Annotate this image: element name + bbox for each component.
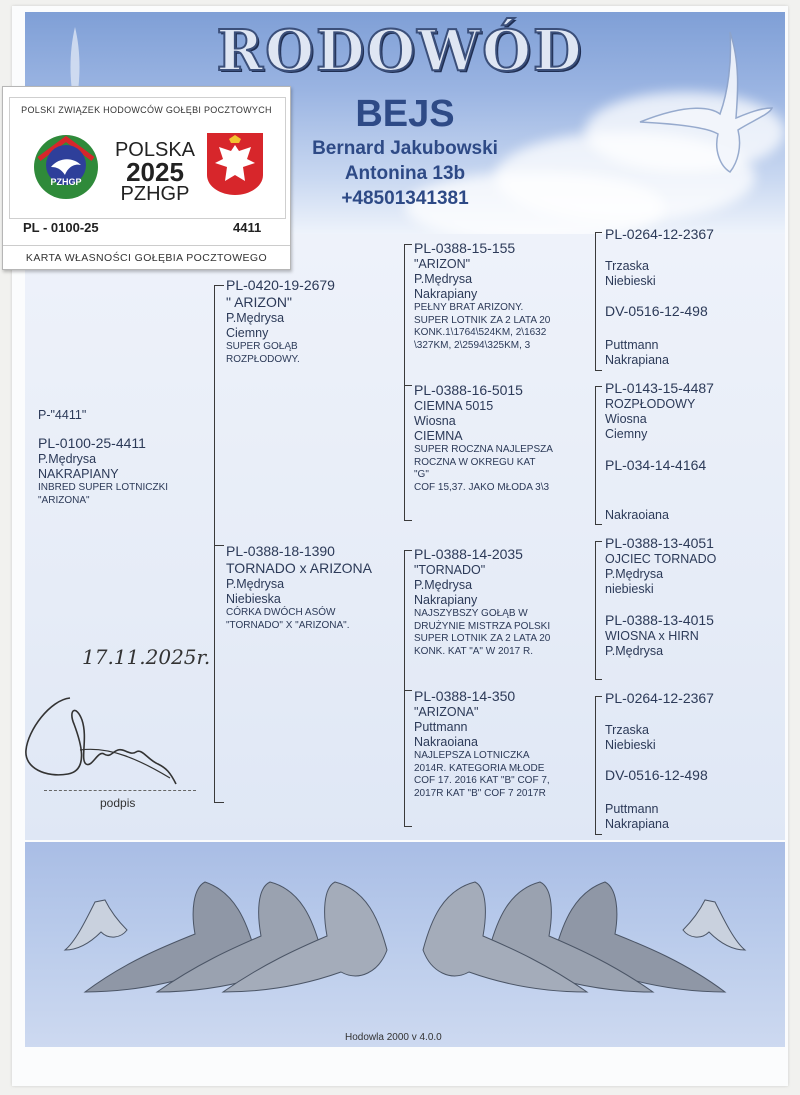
ancestor-note: COF 17. 2016 KAT "B" COF 7, [414,775,550,786]
bracket-line [214,545,224,546]
ancestor-color: Niebieski [605,738,656,752]
ancestor-breeder: P.Mędrysa [414,272,473,286]
gen2-sire-sire [414,240,550,352]
dam-note-2: "TORNADO" X "ARIZONA". [226,619,350,631]
ancestor-breeder: Trzaska [605,723,649,737]
gen2-dam-dam [414,688,550,800]
subject-name: P-"4411" [38,408,87,422]
owner-address: Antonina 13b [344,163,466,184]
bracket-line [595,679,602,680]
sire-note-2: ROZPŁODOWY. [226,353,300,365]
bracket-line [404,244,412,245]
ancestor-note: SUPER ROCZNA NAJLEPSZA [414,444,553,455]
ancestor-color: Ciemny [605,427,648,441]
ancestor-note: PEŁNY BRAT ARIZONY. [414,302,524,313]
card-org: PZHGP [120,183,190,205]
ancestor-color: niebieski [605,582,654,596]
signature-label: podpis [100,796,136,810]
bracket-line [595,386,602,387]
bracket-line [595,834,602,835]
bracket-line [595,232,596,370]
ancestor-color: Nakraoiana [414,735,478,749]
gen3-entry [605,457,706,523]
bracket-line [595,386,596,524]
card-pigeon-number: 4411 [233,220,262,235]
gen3-entry [605,612,714,659]
ancestor-name: "TORNADO" [414,563,486,577]
logo-text: PZHGP [50,177,82,187]
sire-note-1: SUPER GOŁĄB [226,341,298,352]
bracket-line [404,385,412,386]
ancestor-name: "ARIZONA" [414,705,479,719]
bracket-line [595,232,602,233]
gen2-sire-dam [414,382,553,494]
ancestor-note: "G" [414,469,429,480]
owner-phone: +48501341381 [341,188,469,209]
ancestor-ring: PL-0143-15-4487 [605,380,714,396]
ancestor-ring: PL-0388-14-2035 [414,546,523,562]
sire-name: " ARIZON" [226,294,292,310]
subject-note-1: INBRED SUPER LOTNICZKI [38,482,169,493]
dam-ring: PL-0388-18-1390 [226,543,335,559]
gen3-entry [605,690,714,753]
bracket-line [595,541,596,679]
ancestor-note: ROCZNA W OKREGU KAT [414,456,536,468]
sire-entry [226,277,335,366]
gen3-entry [605,380,714,442]
page-title: RODOWÓD [216,18,584,84]
card-ring-number: PL - 0100-25 [23,220,99,235]
ancestor-color: Nakrapiana [605,817,669,831]
ancestor-note: ROZPŁODOWY [605,397,696,411]
signature-icon [20,690,190,790]
ancestor-note: KONK. KAT "A" W 2017 R. [414,645,533,657]
ancestor-note: SUPER LOTNIK ZA 2 LATA 20 [414,314,551,326]
ancestor-note: COF 15,37. JAKO MŁODA 3\3 [414,481,550,493]
bracket-line [404,244,405,521]
ancestor-breeder: P.Mędrysa [605,567,664,581]
dam-breeder: P.Mędrysa [226,577,285,591]
owner-name: Bernard Jakubowski [312,138,498,159]
ancestor-note: NAJLEPSZA LOTNICZKA [414,750,530,761]
ancestor-breeder: Wiosna [605,412,647,426]
ancestor-ring: PL-0264-12-2367 [605,690,714,706]
ancestor-name: "ARIZON" [414,257,471,271]
card-country-block [113,139,197,205]
pzhgp-logo-icon [29,129,103,201]
software-version: Hodowla 2000 v 4.0.0 [345,1032,442,1043]
ancestor-breeder: Puttmann [414,720,468,734]
ownership-card [2,86,291,270]
ancestor-name: CIEMNA 5015 [414,399,494,413]
card-country: POLSKA [114,139,196,161]
gen3-entry [605,767,708,832]
ancestor-breeder: P.Mędrysa [414,578,473,592]
bracket-line [595,696,602,697]
ancestor-ring: PL-0388-15-155 [414,240,516,256]
ancestor-ring: DV-0516-12-498 [605,767,708,783]
ancestor-color: Nakrapiana [605,353,669,367]
breeder-name: BEJS [355,93,455,135]
bracket-line [595,524,602,525]
ancestor-breeder: P.Mędrysa [605,644,664,658]
bracket-line [214,802,224,803]
dam-note-1: CÓRKA DWÓCH ASÓW [226,607,336,618]
flying-pigeon-icon [620,22,780,182]
ancestor-note: 2017R KAT "B" COF 7 2017R [414,787,546,799]
gen3-entry [605,226,714,289]
handwritten-date: 17.11.2025r. [82,645,211,669]
ancestor-ring: PL-0264-12-2367 [605,226,714,242]
card-year: 2025 [126,157,184,187]
sire-breeder: P.Mędrysa [226,311,285,325]
ancestor-color: Niebieski [605,274,656,288]
ancestor-note: OJCIEC TORNADO [605,552,717,566]
ancestor-color: Nakraoiana [605,508,669,522]
breeder-block [280,92,530,211]
ancestor-note: SUPER LOTNIK ZA 2 LATA 20 [414,633,551,644]
ancestor-note: WIOSNA x HIRN [605,629,699,643]
bracket-line [404,690,412,691]
gen2-dam-sire [414,546,550,658]
ancestor-ring: PL-034-14-4164 [605,457,707,473]
pigeon-left-group [65,882,387,992]
bracket-line [404,550,405,827]
dam-color: Niebieska [226,592,281,606]
signature-line [44,790,196,791]
bracket-line [595,696,596,834]
ancestor-breeder: Trzaska [605,259,649,273]
sire-ring: PL-0420-19-2679 [226,277,335,293]
bracket-line [595,541,602,542]
subject-breeder: P.Mędrysa [38,452,97,466]
bracket-line [214,285,224,286]
ancestor-ring: PL-0388-16-5015 [414,382,523,398]
ancestor-color: Nakrapiany [414,593,478,607]
card-association: POLSKI ZWIĄZEK HODOWCÓW GOŁĘBI POCZTOWYCH [21,105,272,115]
subject-note-2: "ARIZONA" [38,494,90,506]
bracket-line [595,370,602,371]
subject-color: NAKRAPIANY [38,467,119,481]
ancestor-breeder: Puttmann [605,802,659,816]
pigeon-right-group [423,882,745,992]
ancestor-color: CIEMNA [414,429,463,443]
gen3-entry [605,303,708,368]
subject-pigeon [38,408,168,507]
ancestor-note: \327KM, 2\2594\325KM, 3 [414,339,531,351]
card-footer: KARTA WŁASNOŚCI GOŁĘBIA POCZTOWEGO [3,245,290,264]
dam-entry [226,543,372,632]
ancestor-ring: DV-0516-12-498 [605,303,708,319]
bracket-line [214,285,215,802]
ancestor-ring: PL-0388-13-4051 [605,535,714,551]
gen3-entry [605,535,716,597]
subject-ring: PL-0100-25-4411 [38,435,146,451]
ancestor-breeder: Wiosna [414,414,456,428]
ancestor-note: 2014R. KATEGORIA MŁODE [414,762,545,774]
pigeons-illustration [25,842,785,1047]
bracket-line [404,826,412,827]
dam-name: TORNADO x ARIZONA [226,560,372,576]
ancestor-breeder: Puttmann [605,338,659,352]
ancestor-note: DRUŻYNIE MISTRZA POLSKI [414,620,551,632]
ancestor-ring: PL-0388-13-4015 [605,612,714,628]
sire-color: Ciemny [226,326,269,340]
ancestor-note: KONK.1\1764\524KM, 2\1632 [414,327,547,338]
ancestor-ring: PL-0388-14-350 [414,688,516,704]
polish-eagle-icon [205,131,265,197]
bracket-line [404,550,412,551]
ancestor-color: Nakrapiany [414,287,478,301]
ancestor-note: NAJSZYBSZY GOŁĄB W [414,608,528,619]
bracket-line [404,520,412,521]
